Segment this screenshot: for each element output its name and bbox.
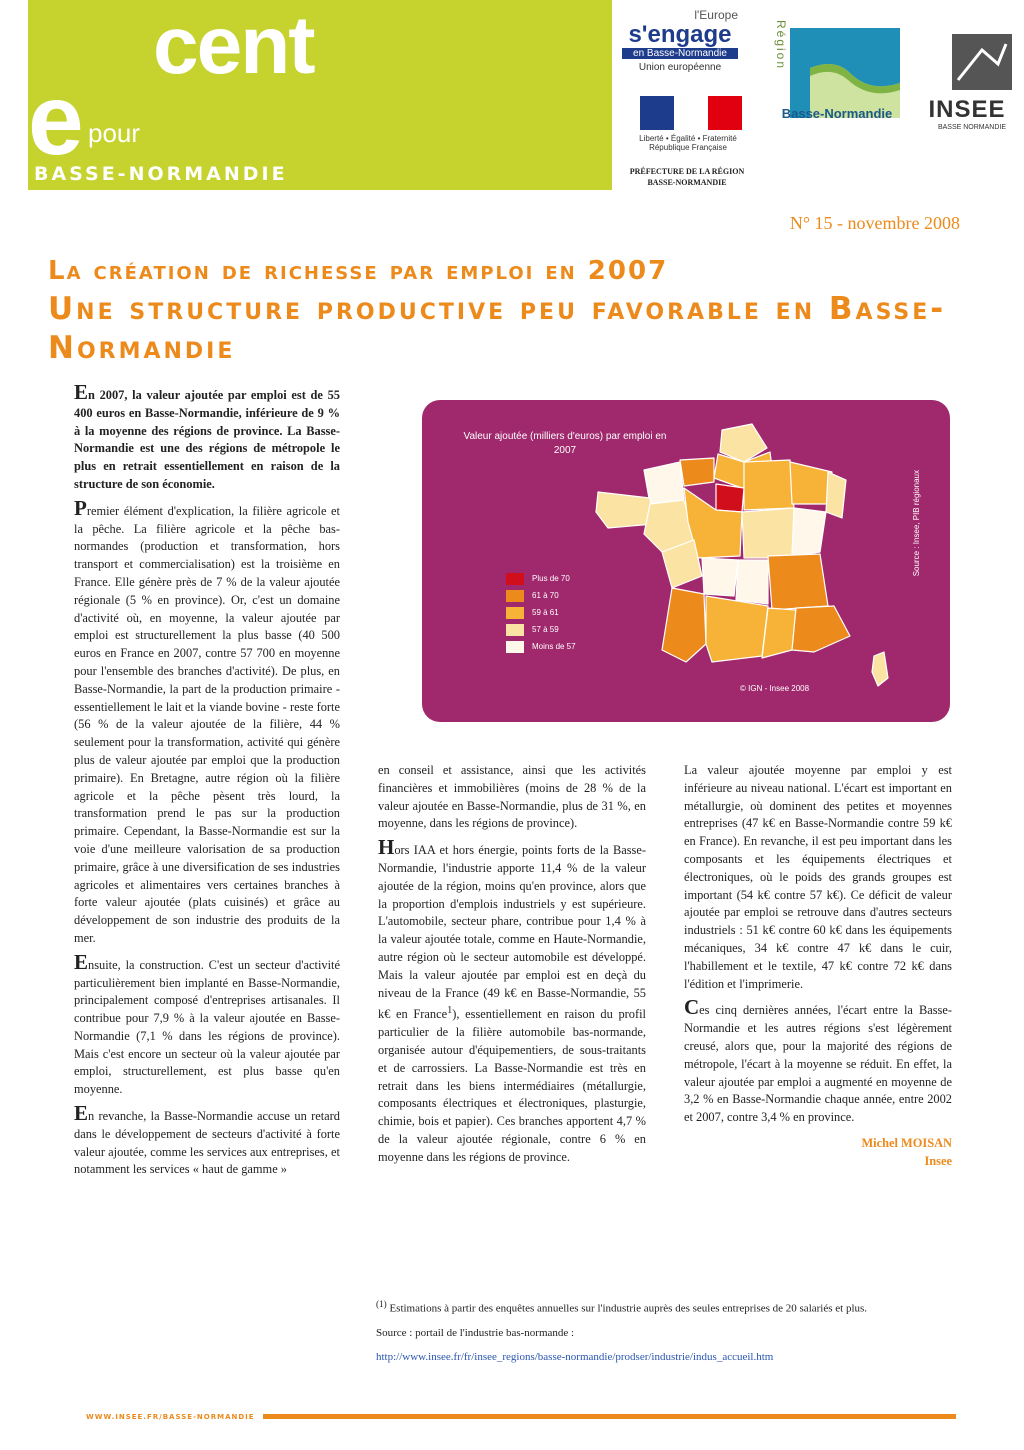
europe-l1: l'Europe bbox=[694, 8, 738, 22]
author-org: Insee bbox=[924, 1153, 952, 1168]
column-3 bbox=[684, 762, 952, 1171]
header-banner bbox=[28, 0, 1024, 190]
legend-swatch bbox=[506, 624, 524, 636]
paragraph-text: La valeur ajoutée moyenne par emploi y est inférieure au niveau national. L'écart est important en métallurgie, où dominent des petites et moyennes entreprises (47 k€ en Basse-Normandie contre 59 k€ en France). En revanche, il est peu important dans les composants et les équipements électriques et électroniques, où le poids des grands groupes est important (54 k€ contre 57 k€). Ce déficit de valeur ajoutée par emploi se retrouve dans d'autres secteurs industriels : 51 k€ contre 60 k€ dans les équipements mécaniques, 34 k€ contre 47 k€ dans le cuir, l'habillement et le textile, 47 k€ contre 72 k€ dans l'édition et l'imprimerie. bbox=[684, 763, 952, 991]
logo-region: BASSE-NORMANDIE bbox=[34, 163, 288, 185]
paragraph bbox=[378, 835, 646, 1166]
issue-number: N° 15 - novembre 2008 bbox=[789, 213, 960, 233]
legend-item bbox=[506, 621, 576, 638]
region-alsace bbox=[826, 472, 846, 518]
legend-label: 57 à 59 bbox=[532, 625, 559, 634]
prefecture-text bbox=[612, 166, 762, 188]
map-figure bbox=[422, 400, 950, 722]
drop-cap: E bbox=[74, 1101, 89, 1126]
region-vertical-label: Région bbox=[774, 20, 788, 71]
europe-l3: en Basse-Normandie bbox=[622, 48, 738, 59]
legend-swatch bbox=[506, 641, 524, 653]
region-bourgogne bbox=[742, 508, 794, 558]
legend-label: 61 à 70 bbox=[532, 591, 559, 600]
lead-text: n 2007, la valeur ajoutée par emploi est de 55 400 euros en Basse-Normandie, inférieure de 9 % à la moyenne des régions de province. La Basse-Normandie est une des régions de métropole le plus en retrait essentiellement en raison de la structure de son économie. bbox=[74, 388, 340, 491]
map-credit: © IGN - Insee 2008 bbox=[740, 684, 810, 693]
drop-cap: E bbox=[74, 949, 89, 974]
region-lorraine bbox=[790, 462, 832, 504]
map-source: Source : Insee, PIB régionaux bbox=[912, 470, 921, 577]
europe-l2: s'engage bbox=[628, 21, 732, 48]
region-auvergne bbox=[736, 560, 768, 604]
paragraph-text: remier élément d'explication, la filière agricole et la pêche. La filière agricole et la pêche bas-normandes (production et transformation, hors transport et commercialisation) est la troisième en France. Elle génère près de 7 % de la valeur ajoutée régionale (5 % en province). Or, c'est un domaine d'activité où, en moyenne, la valeur ajoutée par emploi est structurellement la plus basse (40 500 euros en France en 2007, contre 57 700 en moyenne pour l'ensemble des branches d'activité). De plus, en Basse-Normandie, la part de la production primaire - essentiellement le lait et la viande bovine - reste forte (56 % de la valeur ajoutée de la filière, 44 % seulement pour la transformation, activité qui génère plus de valeur ajoutée par emploi que la production primaire). En Bretagne, autre région où la filière agricole et la pêche pèsent très lourd, la transformation prend le pas sur la production primaire. Cependant, la Basse-Normandie est sur la voie d'une meilleure valorisation de sa production primaire, grâce à une diversification de ses industries agricoles et alimentaires vers certaines branches à forte valeur ajoutée (plats cuisinés) et grâce au développement de son industrie des produits de la mer. bbox=[74, 503, 340, 945]
region-paca bbox=[792, 606, 850, 652]
region-languedoc bbox=[762, 608, 796, 658]
column-1 bbox=[74, 380, 340, 1187]
paragraph-text: es cinq dernières années, l'écart entre la Basse-Normandie et les autres régions s'est légèrement creusé, alors que, pour la majorité des régions de métropole, l'écart à la moyenne se réduit. En effet, la valeur ajoutée par emploi a augmenté en moyenne de 3,2 % en Basse-Normandie chaque année, entre 2002 et 2007, contre 3,4 % en province. bbox=[684, 1003, 952, 1125]
paragraph-text: en conseil et assistance, ainsi que les activités financières et immobilières (moins de 28 % de la valeur ajoutée en Basse-Normandie, plus de 31 %, en moyenne, dans les régions de province). bbox=[378, 763, 646, 831]
page-title-line2: Une structure productive peu favorable en Basse-Normandie bbox=[48, 291, 947, 366]
footnote-source: Source : portail de l'industrie bas-normande : bbox=[376, 1326, 575, 1339]
region-bretagne bbox=[596, 492, 654, 528]
prefecture-line1: PRÉFECTURE DE LA RÉGION bbox=[629, 167, 745, 176]
insee-logo-icon bbox=[952, 34, 1012, 90]
footnote-ref: 1 bbox=[447, 1005, 453, 1017]
drop-cap: P bbox=[74, 495, 87, 520]
paragraph bbox=[684, 995, 952, 1127]
paragraph bbox=[74, 495, 340, 948]
region-logo-name: Basse-Normandie bbox=[781, 106, 893, 121]
footer-url[interactable]: WWW.INSEE.FR/BASSE-NORMANDIE bbox=[86, 1410, 263, 1424]
lead-paragraph bbox=[74, 380, 340, 494]
paragraph-text: nsuite, la construction. C'est un secteur d'activité particulièrement bien implanté en Basse-Normandie, principalement composé d'entreprises artisanales. Il contribue pour 7,9 % à la valeur ajoutée en Basse-Normandie (7,1 % dans les régions de province). Mais c'est encore un secteur où la valeur ajoutée par emploi, structurellement, est plus basse qu'en moyenne. bbox=[74, 957, 340, 1097]
legend-swatch bbox=[506, 607, 524, 619]
republique-text: Liberté • Égalité • Fraternité République Française bbox=[639, 134, 737, 152]
region-franche-comte bbox=[792, 508, 826, 556]
region-logo-icon bbox=[790, 28, 900, 118]
page-title-line1: La création de richesse par emploi en 2007 bbox=[48, 256, 669, 286]
paragraph-text: ors IAA et hors énergie, points forts de la Basse-Normandie, l'industrie apporte 11,4 % de la valeur ajoutée de la région, moins qu'en province, alors que la proportion d'emplois industriels y est supérieure. L'automobile, secteur phare, contribue pour 1,4 % à la valeur ajoutée totale, comme en Haute-Normandie, autre région où le secteur automobile est développé. Mais la valeur ajoutée par emploi est en deçà du niveau de la France (49 k€ en Basse-Normandie, 55 k€ en France bbox=[378, 843, 646, 1022]
logo-pour: pour bbox=[88, 118, 141, 148]
legend-item bbox=[506, 604, 576, 621]
paragraph bbox=[74, 1101, 340, 1179]
region-champagne bbox=[744, 460, 794, 510]
legend-swatch bbox=[506, 590, 524, 602]
region-haute-normandie bbox=[680, 458, 714, 486]
footnote-marker: (1) bbox=[376, 1299, 387, 1309]
logo-e: e bbox=[28, 64, 84, 176]
legend-item bbox=[506, 587, 576, 604]
drop-cap: E bbox=[74, 380, 89, 404]
legend-swatch bbox=[506, 573, 524, 585]
footnote-note bbox=[376, 1296, 956, 1317]
paragraph bbox=[378, 762, 646, 833]
author-name: Michel MOISAN bbox=[861, 1135, 952, 1150]
europe-l4: Union européenne bbox=[638, 62, 722, 73]
legend-item bbox=[506, 570, 576, 587]
drop-cap: H bbox=[378, 835, 395, 860]
french-flag-icon bbox=[640, 96, 742, 130]
drop-cap: C bbox=[684, 995, 700, 1020]
paragraph-text: ), essentiellement en raison du profil particulier de la filière automobile bas-normande, organisée autour d'équipementiers, de sous-traitants et de carrossiers. La Basse-Normandie est très en retrait dans les biens intermédiaires (métallurgie, composants électriques et électroniques, plasturgie, chimie, bois et papier). Ces branches apportent 4,7 % de la valeur ajoutée régionale, contre 6 % en moyenne dans les régions de province. bbox=[378, 1007, 646, 1164]
legend-item bbox=[506, 638, 576, 655]
insee-logo-sub: BASSE NORMANDIE bbox=[937, 124, 1007, 131]
region-ile-de-france bbox=[716, 484, 744, 512]
region-rhone-alpes bbox=[768, 554, 828, 610]
legend-label: Moins de 57 bbox=[532, 642, 576, 651]
region-limousin bbox=[702, 558, 738, 596]
paragraph-text: n revanche, la Basse-Normandie accuse un retard dans le développement de secteurs d'activité à forte valeur ajoutée, comme les services aux entreprises, et notamment les services « haut de gamme » bbox=[74, 1109, 340, 1177]
region-aquitaine bbox=[662, 588, 706, 662]
footnote-text: Estimations à partir des enquêtes annuelles sur l'industrie auprès des seules entreprises de 20 salariés et plus. bbox=[386, 1302, 868, 1315]
prefecture-line2: BASSE-NORMANDIE bbox=[647, 178, 727, 187]
legend-label: Plus de 70 bbox=[532, 574, 570, 583]
footer bbox=[86, 1410, 956, 1424]
partner-logos bbox=[612, 0, 1024, 190]
paragraph bbox=[684, 762, 952, 993]
footnote-link[interactable]: http://www.insee.fr/fr/insee_regions/basse-normandie/prodser/industrie/indus_accueil.htm bbox=[376, 1350, 774, 1363]
insee-logo-name: INSEE bbox=[928, 96, 1006, 123]
legend-label: 59 à 61 bbox=[532, 608, 559, 617]
footnote bbox=[376, 1296, 956, 1373]
logo-cent: cent bbox=[153, 0, 314, 91]
column-2 bbox=[378, 762, 646, 1175]
map-legend bbox=[506, 570, 576, 655]
europe-logo bbox=[622, 8, 738, 86]
region-midi-pyrenees bbox=[706, 596, 768, 662]
region-corse bbox=[872, 652, 888, 686]
map-title: Valeur ajoutée (milliers d'euros) par emploi en 2007 bbox=[463, 431, 667, 456]
paragraph bbox=[74, 949, 340, 1099]
